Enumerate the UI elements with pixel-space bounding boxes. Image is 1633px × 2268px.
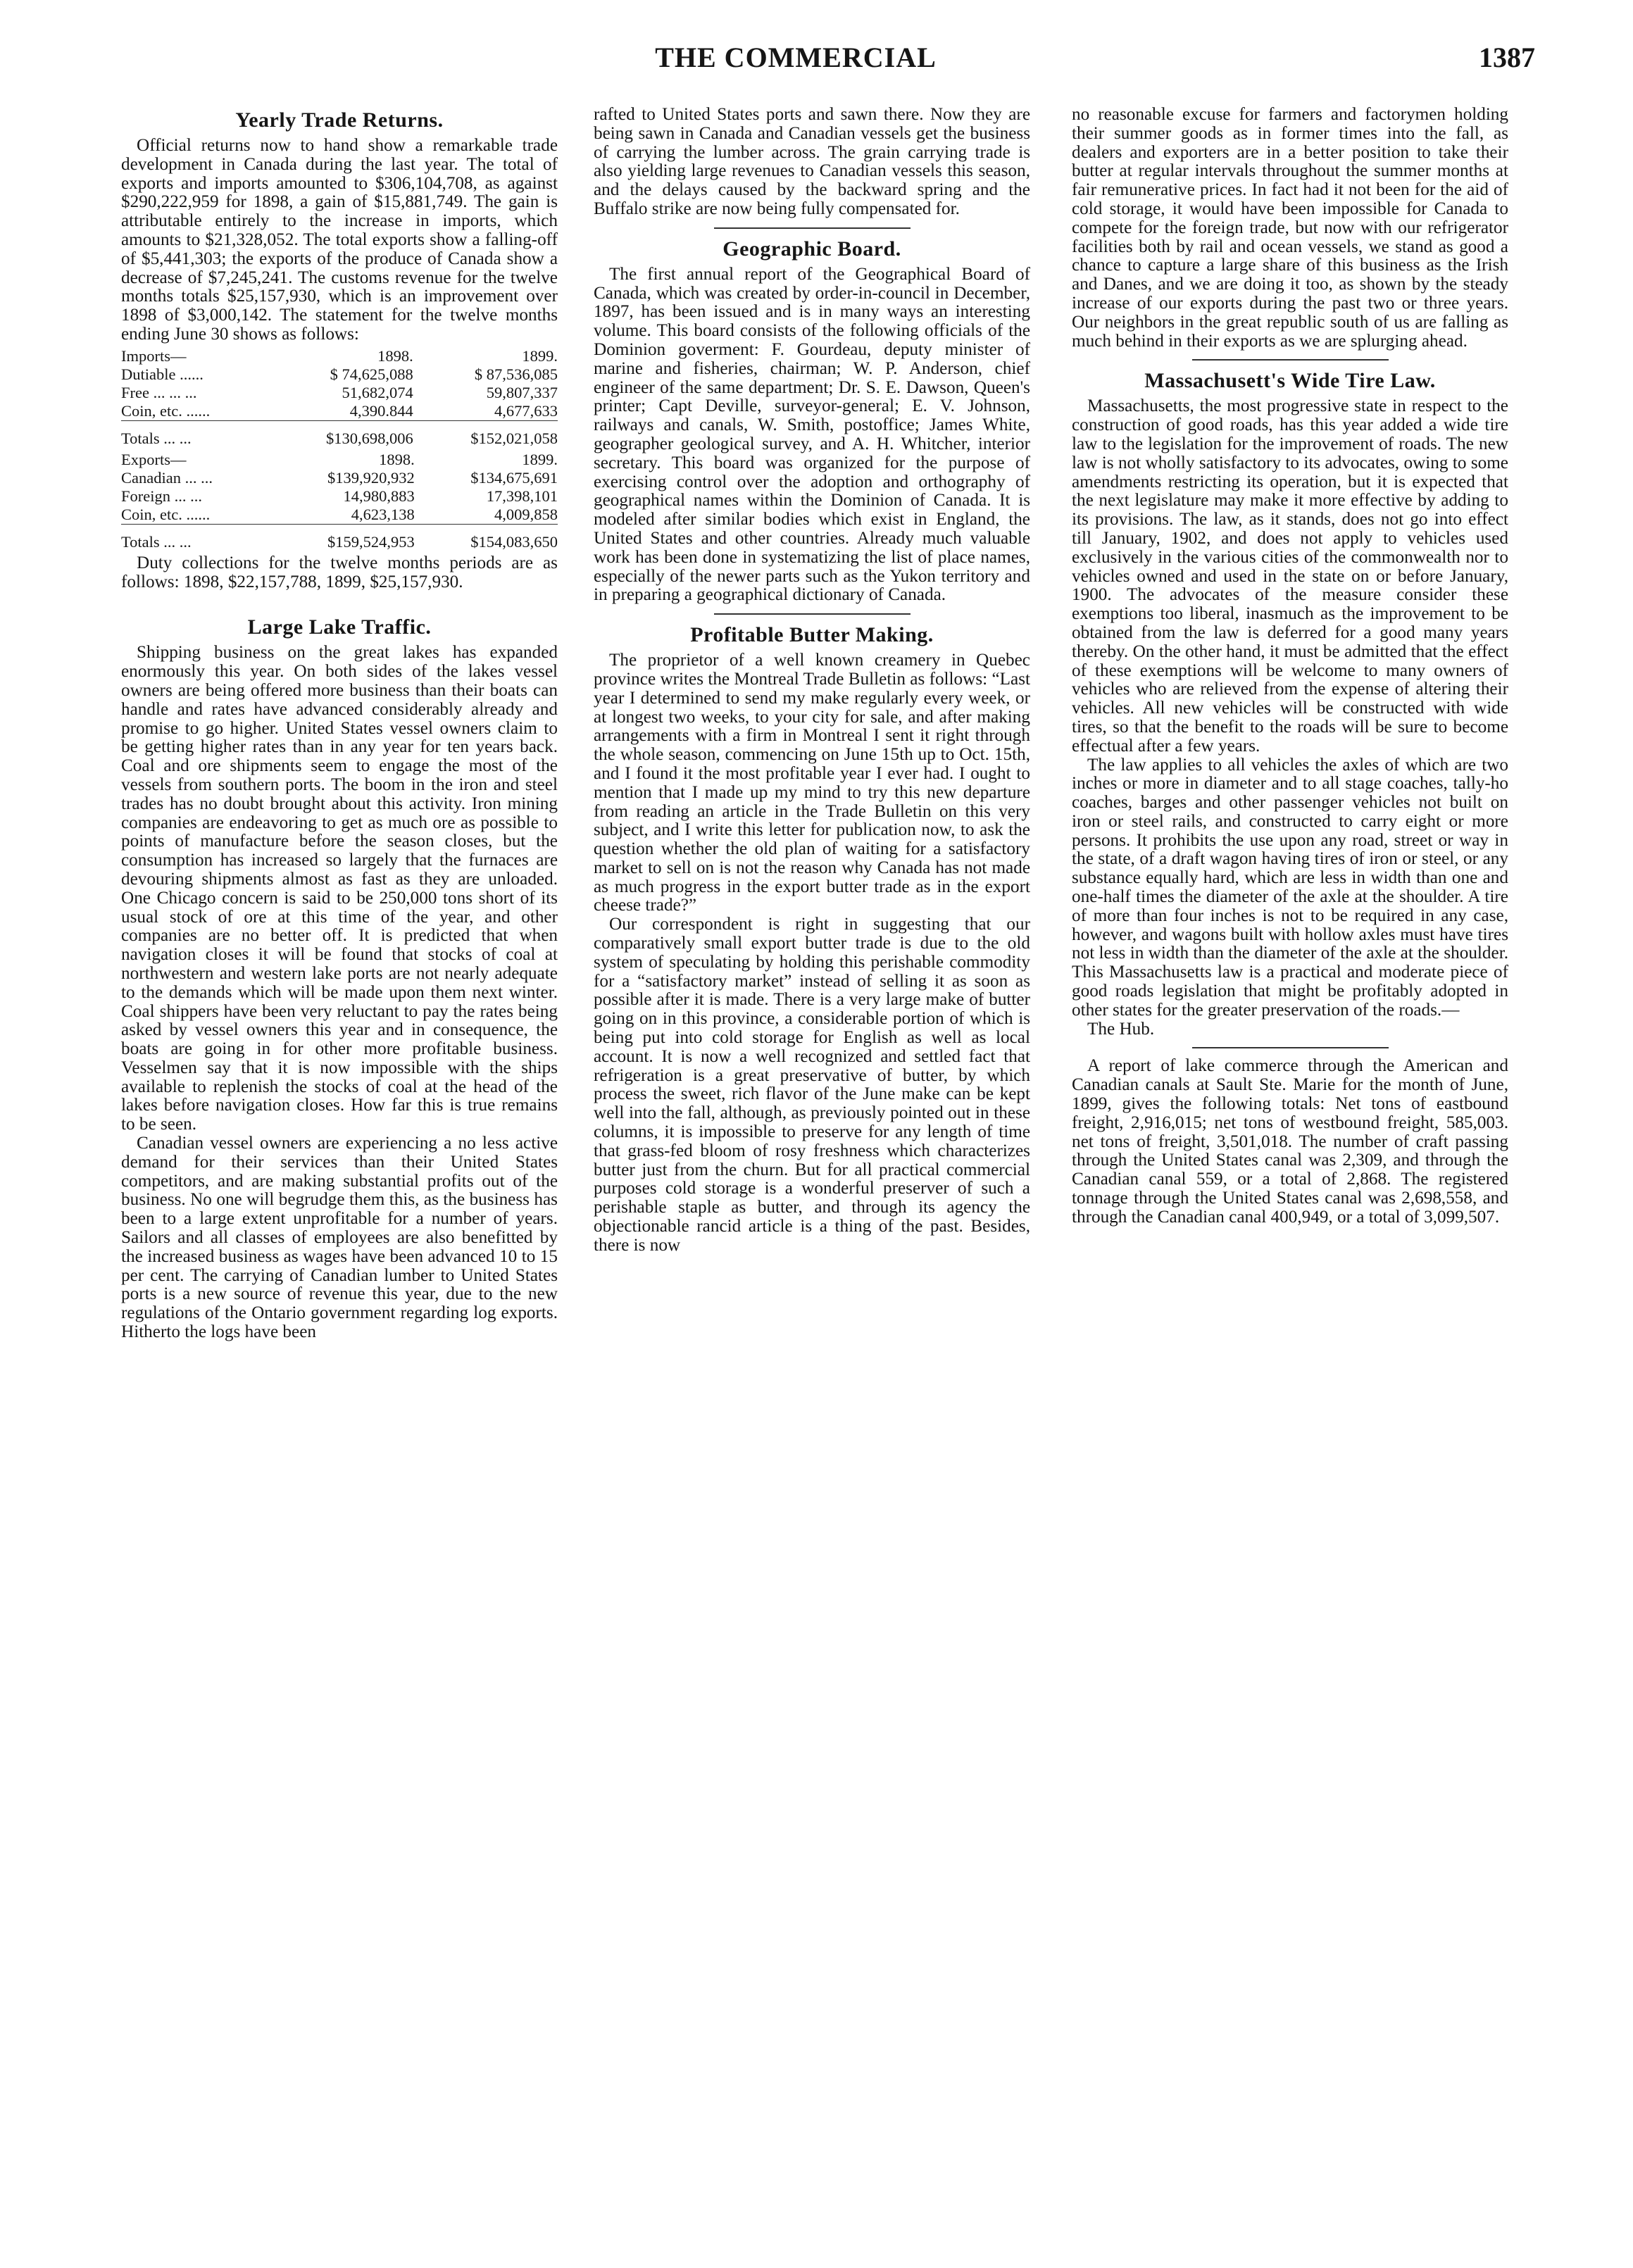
section-gap bbox=[121, 591, 558, 613]
imports-table-header bbox=[121, 347, 558, 365]
section-divider bbox=[1192, 359, 1389, 361]
exports-table-total bbox=[121, 526, 558, 551]
heading-geographic-board: Geographic Board. bbox=[722, 237, 901, 261]
page-header bbox=[56, 41, 1535, 83]
exports-table-header-1898: 1898. bbox=[379, 450, 415, 468]
imports-table-header-1899: 1899. bbox=[522, 346, 558, 365]
table-cell-label: Foreign ... ... bbox=[121, 487, 202, 505]
table-row bbox=[121, 402, 558, 421]
table-cell-value: 51,682,074 bbox=[342, 383, 413, 401]
table-row bbox=[121, 384, 558, 402]
table-cell-value: 4,677,633 bbox=[494, 401, 558, 420]
tire-law-paragraph-1: Massachusetts, the most progressive state in respect to the construction of good roads, has this year added a wide tire law to the legislation for the improvement of roads. The new law is not wholly satisfactory to its advocates, owing to some amendments restricting its operation, but it is expected that the next legislature may make it more effective by adding to its provisions. The law, as it stands, does not go into effect till January, 1902, and does not apply to vehicles used exclusively in the various cities of the commonwealth nor to vehicles owned and used in the state on or before January, 1900. The advocates of the measure consider these exemptions too liberal, inasmuch as the improvement to be obtained from the law is deferred for a good many years thereby. On the other hand, it must be admitted that the effect of these exemptions will be welcome to many owners of vehicles who are relieved from the expense of altering their vehicles. All new vehicles will be constructed with wide tires, so that the benefit to the roads will be sure to become effectual after a few years. bbox=[1072, 396, 1508, 756]
table-cell-label: Coin, etc. ...... bbox=[121, 401, 211, 420]
butter-paragraph-2: Our correspondent is right in suggesting that our comparatively small export butter trade is due to the old system of speculating by holding this perishable commodity for a “satisfactory market” instead of selling it as soon as possible after it is made. There is a very large make of butter going on in this province, a considerable portion of which is being put into cold storage for English as well as local account. It is now a well recognized and settled fact that refrigeration is a great preservative of butter, by which process the sweet, rich flavor of the June make can be kept well into the fall, although, as previously pointed out in these columns, it is impossible to preserve for any length of time that grass-fed bloom of rosy freshness which characterizes butter just from the churn. But for all practical commercial purposes cold storage is a wonderful preserver of such a perishable staple as butter, and through its agency the objectionable rancid article is a thing of the past. Besides, there is now bbox=[594, 915, 1030, 1255]
table-cell-label: Free ... ... ... bbox=[121, 383, 197, 401]
table-cell-label: Totals ... ... bbox=[121, 429, 192, 447]
table-cell-label: Dutiable ...... bbox=[121, 365, 204, 383]
table-cell-value: 59,807,337 bbox=[486, 383, 558, 401]
table-row bbox=[121, 487, 558, 506]
table-cell-value: $134,675,691 bbox=[470, 468, 558, 487]
canal-report-paragraph: A report of lake commerce through the American and Canadian canals at Sault Ste. Marie for the month of June, 1899, gives the following totals: Net tons of eastbound freight, 2,916,015; net tons of westbound freight, 585,003. net tons of freight, 3,501,018. The number of craft passing through the United States canal was 2,309, and through the Canadian canal 559, or a total of 2,868. The registered tonnage through the United States canal was 2,698,558, and through the Canadian canal 400,949, or a total of 3,099,507. bbox=[1072, 1056, 1508, 1227]
exports-table-header-label: Exports— bbox=[121, 450, 187, 468]
column-2 bbox=[594, 106, 1030, 1255]
table-cell-label: Coin, etc. ...... bbox=[121, 505, 211, 523]
butter-continued: no reasonable excuse for farmers and factorymen holding their summer goods as in former times into the fall, as dealers and exporters are in a better position to take their butter at regular intervals throughout the summer months at fair remunerative prices. In fact had it not been for the aid of cold storage, it would have been impossible for Canada to compete for the foreign trade, but now with our refrigerator facilities both by rail and ocean vessels, we stand as good a chance to capture a large share of this business as the Irish and Danes, and we are doing it too, as shown by the steady increase of our exports during the past two or three years. Our neighbors in the great republic south of us are falling as much behind in their exports as we are splurging ahead. bbox=[1072, 105, 1508, 351]
table-cell-label: Totals ... ... bbox=[121, 532, 192, 551]
table-row bbox=[121, 469, 558, 487]
imports-table-header-1898: 1898. bbox=[377, 346, 413, 365]
column-3 bbox=[1072, 106, 1508, 1227]
heading-large-lake-traffic: Large Lake Traffic. bbox=[247, 615, 432, 639]
imports-table bbox=[121, 347, 558, 448]
heading-wide-tire-law: Massachusett's Wide Tire Law. bbox=[1144, 369, 1436, 393]
table-cell-value: 17,398,101 bbox=[486, 487, 558, 505]
lake-traffic-paragraph-1: Shipping business on the great lakes has expanded enormously this year. On both sides of the lakes vessel owners are being offered more business than their boats can handle and rates have advanced considerably already and promise to go higher. United States vessel owners claim to be getting higher rates than in any year for ten years back. Coal and ore shipments seem to engage the most of the vessels from southern ports. The boom in the iron and steel trades has no doubt brought about this activity. Iron mining companies are endeavoring to get as much ore as possible to points of manufacture before the season closes, but the consumption has increased so largely that the furnaces are devouring shipments almost as fast as they are unloaded. One Chicago concern is said to be 250,000 tons short of its usual stock of ore at this time of the year, and other companies are no better off. It is predicted that when navigation closes it will be found that stocks of coal at northwestern and western lake ports are not nearly adequate to the demands which will be made upon them next winter. Coal shippers have been very reluctant to pay the rates being asked by vessel owners this year and in consequence, the boats are going in for other more profitable business. Vesselmen say that it is now impossible with the ships available to replenish the stocks of coal at the head of the lakes before navigation closes. How far this is true remains to be seen. bbox=[121, 643, 558, 1134]
yearly-trade-paragraph-2: Duty collections for the twelve months periods are as follows: 1898, $22,157,788, 1899, $25,157,930. bbox=[121, 553, 558, 591]
table-row bbox=[121, 506, 558, 525]
heading-yearly-trade-returns: Yearly Trade Returns. bbox=[235, 108, 444, 132]
tire-law-source: The Hub. bbox=[1087, 1019, 1155, 1039]
imports-table-header-label: Imports— bbox=[121, 346, 187, 365]
table-cell-value: $154,083,650 bbox=[470, 532, 558, 551]
table-cell-value: $130,698,006 bbox=[325, 429, 413, 447]
section-divider bbox=[1192, 1047, 1389, 1048]
table-cell-value: 4,009,858 bbox=[494, 505, 558, 523]
exports-table-header bbox=[121, 451, 558, 469]
table-cell-value: $ 87,536,085 bbox=[474, 365, 558, 383]
section-divider bbox=[714, 613, 911, 615]
table-cell-value: 14,980,883 bbox=[343, 487, 415, 505]
table-cell-label: Canadian ... ... bbox=[121, 468, 213, 487]
lake-traffic-paragraph-2: Canadian vessel owners are experiencing a no less active demand for their services than their United States competitors, and are making substantial profits out of the business. No one will begrudge them this, as the business has been to a large extent unprofitable for a number of years. Sailors and all classes of employees are also benefitted by the increased business as wages have been advanced 10 to 15 per cent. The carrying of Canadian lumber to United States ports is a new source of revenue this year, due to the new regulations of the Ontario government regarding log exports. Hitherto the logs have been bbox=[121, 1134, 558, 1342]
table-cell-value: $ 74,625,088 bbox=[330, 365, 413, 383]
exports-table-header-1899: 1899. bbox=[522, 450, 558, 468]
tire-law-paragraph-2: The law applies to all vehicles the axles of which are two inches or more in diameter and to all stage coaches, tally-ho coaches, barges and other passenger vehicles not built on iron or steel rails, and constructed to carry eight or more persons. It prohibits the use upon any road, street or way in the state, of a draft wagon having tires of iron or steel, or any substance equally hard, which are less in width than one and one-half times the diameter of the axle at the shoulder. A tire of more than four inches is not to be required in any case, however, and wagons built with hollow axles must have tires not less in width than the diameter of the axle at the shoulder. This Massachusetts law is a practical and moderate piece of good roads legislation that might be profitably adopted in other states for the greater preservation of the roads.— bbox=[1072, 755, 1508, 1020]
imports-table-total bbox=[121, 422, 558, 448]
lake-traffic-continued: rafted to United States ports and sawn there. Now they are being sawn in Canada and Canadian vessels get the business of carrying the lumber across. The grain carrying trade is also yielding large revenues to Canadian vessels this season, and the delays caused by the backward spring and the Buffalo strike are now being fully compensated for. bbox=[594, 105, 1030, 218]
section-divider bbox=[714, 227, 911, 229]
column-1 bbox=[121, 106, 558, 1342]
geographic-board-paragraph: The first annual report of the Geographical Board of Canada, which was created by order-in-council in December, 1897, has been issued and is in many ways an interesting volume. This board consists of the following officials of the Dominion goverment: F. Gourdeau, deputy minister of marine and fisheries, chairman; W. P. Anderson, chief engineer of the same department; Dr. S. E. Dawson, Queen's printer; Capt Deville, surveyor-general; E. V. Johnson, railways and canals, W. Smith, postoffice; James White, geographer geological survey, and A. H. Whitcher, interior secretary. This board was organized for the purpose of exercising control over the adoption and orthography of geographical names within the Dominion of Canada. It is modeled after similar bodies which exist in England, the United States and other countries. Already much valuable work has been done in systematizing the list of place names, especially of the newer parts such as the Yukon territory and in preparing a geographical dictionary of Canada. bbox=[594, 264, 1030, 605]
butter-paragraph-1: The proprietor of a well known creamery in Quebec province writes the Montreal Trade Bulletin as follows: “Last year I determined to send my make regularly every week, or at longest two weeks, to your city for sale, and after making arrangements with a firm in Montreal I sent it right through the whole season, commencing on June 15th up to Oct. 15th, and I found it the most profitable year I ever had. I ought to mention that I made up my mind to try this new departure from reading an article in the Trade Bulletin on this very subject, and I write this letter for publication now, to ask the question whether the old plan of waiting for a satisfactory market to sell on is not the reason why Canada has not made as much progress in the export butter trade as in the export cheese trade?” bbox=[594, 651, 1030, 915]
page-number: 1387 bbox=[1479, 42, 1535, 73]
table-cell-value: 4,390.844 bbox=[349, 401, 413, 420]
table-cell-value: $159,524,953 bbox=[327, 532, 415, 551]
page-title: THE COMMERCIAL bbox=[655, 42, 937, 73]
yearly-trade-paragraph-1: Official returns now to hand show a remarkable trade development in Canada during the last year. The total of exports and imports amounted to $306,104,708, as against $290,222,959 for 1898, a gain of $15,881,749. The gain is attributable entirely to the increase in imports, which amounts to $21,328,052. The total exports show a falling-off of $5,441,303; the exports of the produce of Canada show a decrease of $7,245,241. The customs revenue for the twelve months totals $25,157,930, which is an improvement over 1898 of $3,000,142. The statement for the twelve months ending June 30 shows as follows: bbox=[121, 136, 558, 344]
table-cell-value: $139,920,932 bbox=[327, 468, 415, 487]
heading-profitable-butter-making: Profitable Butter Making. bbox=[690, 623, 934, 647]
table-cell-value: $152,021,058 bbox=[470, 429, 558, 447]
table-row bbox=[121, 365, 558, 384]
exports-table bbox=[121, 451, 558, 551]
table-cell-value: 4,623,138 bbox=[351, 505, 415, 523]
